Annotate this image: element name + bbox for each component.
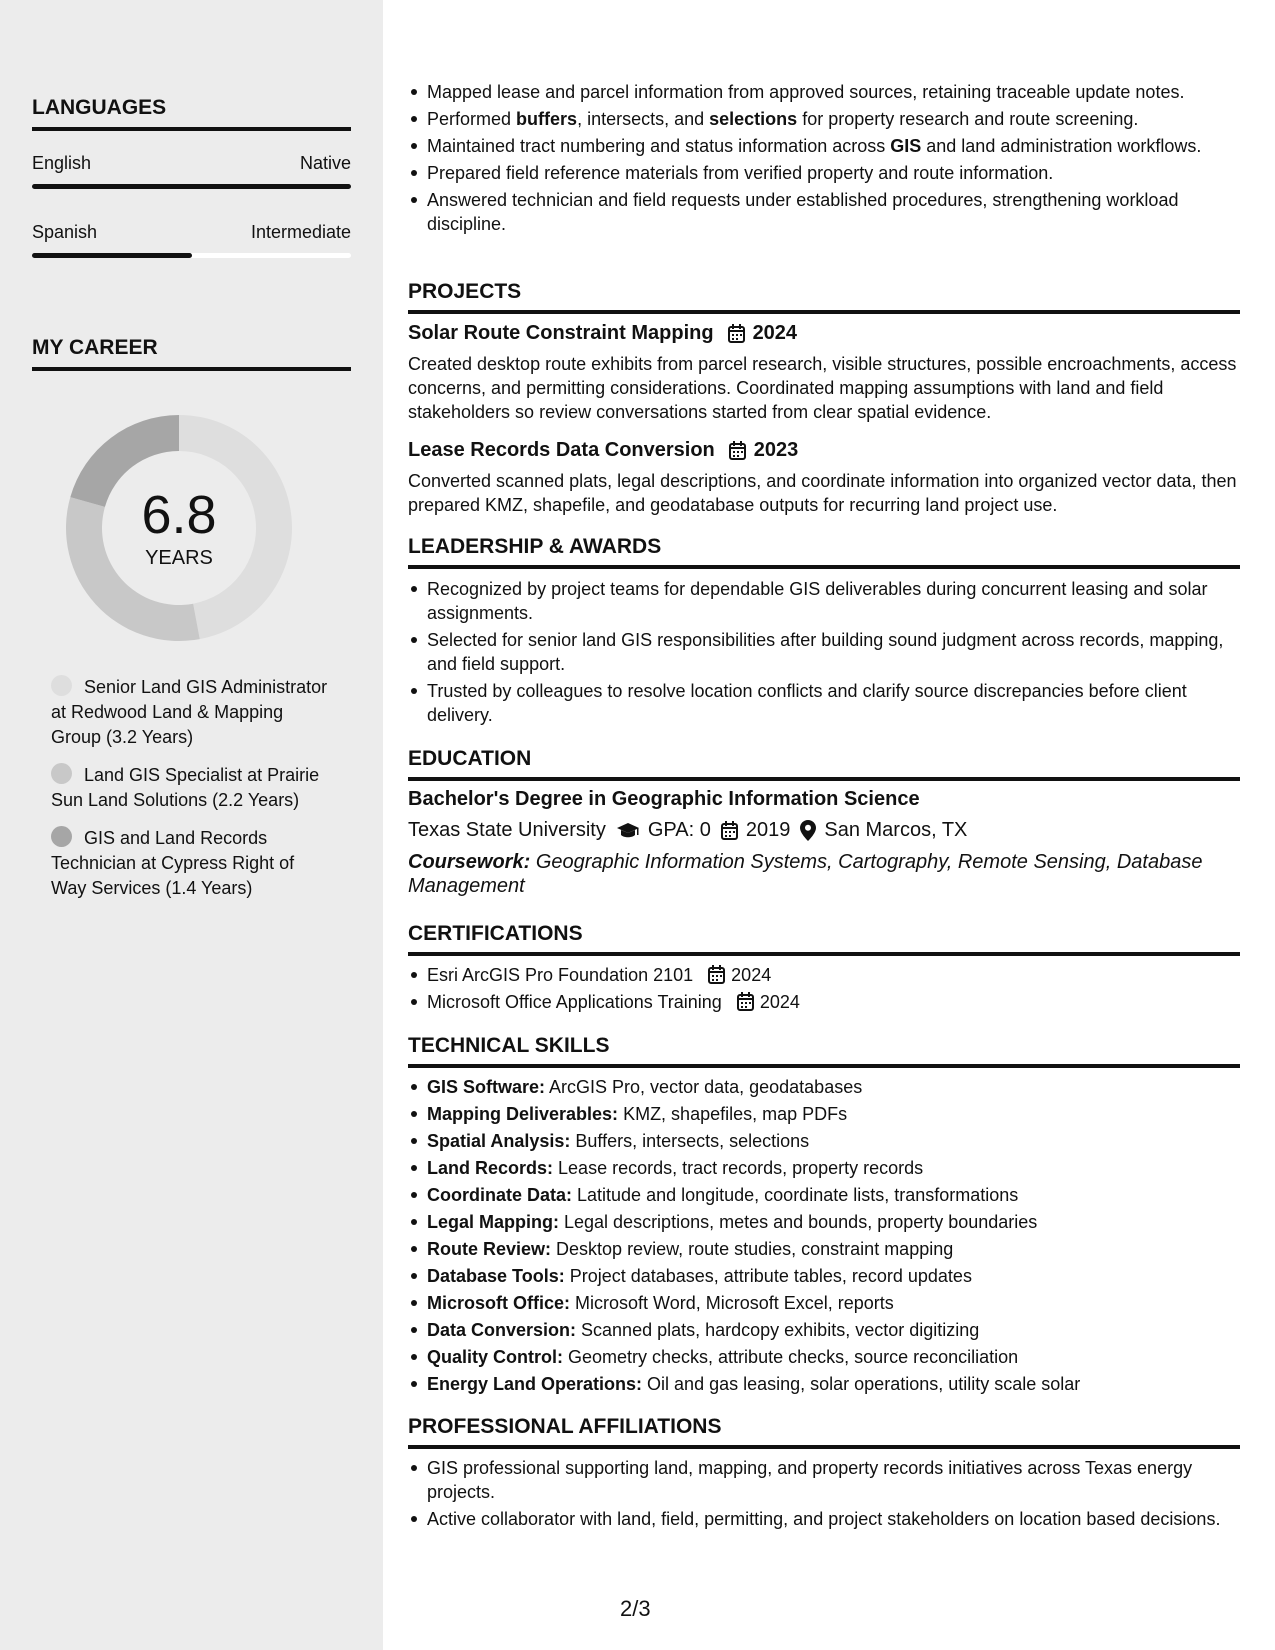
page-number: 2/3 [620,1596,651,1621]
education-school: Texas State University [408,819,606,841]
bullet-text-run: Maintained tract numbering and status information across [427,136,891,156]
education-meta [408,819,967,842]
education-degree: Bachelor's Degree in Geographic Information Science [408,788,920,810]
skill-value: Desktop review, route studies, constraint mapping [551,1239,954,1259]
career-item [51,675,331,750]
project-description: Created desktop route exhibits from parcel research, visible structures, possible encroachments, access concerns, and permitting considerations. Coordinated mapping assumptions with land and field stakeholders so review conversations started from clear spatial evidence. [408,354,1237,422]
experience-bullet [408,161,1240,185]
career-total-value: 6.8 [141,484,217,545]
sidebar [0,0,383,1650]
certification-year: 2024 [731,965,772,985]
skill-label: Coordinate Data: [427,1185,573,1205]
career-donut-chart [66,415,292,641]
career-item [51,763,331,813]
skill-item [408,1102,1240,1126]
list-item: Recognized by project teams for dependable GIS deliverables during concurrent leasing and solar assignments. [408,577,1240,625]
skill-item [408,1264,1240,1288]
experience-bullet [408,80,1240,104]
bullet-text-run: selections [709,109,798,129]
project-year: 2023 [753,439,799,461]
skill-item [408,1237,1240,1261]
bullet-text-run: for property research and route screening. [797,109,1139,129]
skill-label: Land Records: [427,1158,554,1178]
language-row-spanish [32,222,351,243]
bullet-text-run: Prepared field reference materials from verified property and route information. [427,163,1054,183]
calendar-icon [729,441,746,460]
skill-label: Mapping Deliverables: [427,1104,619,1124]
graduation-cap-icon [616,822,640,840]
language-bar-fill [32,184,351,189]
coursework-text: Geographic Information Systems, Cartography, Remote Sensing, Database Management [408,851,1203,897]
education-heading: EDUCATION [408,747,1240,781]
project-title [408,322,797,345]
list-item: Active collaborator with land, field, permitting, and project stakeholders on location based decisions. [408,1507,1240,1531]
certification-name: Microsoft Office Applications Training [427,992,722,1012]
certifications-heading: CERTIFICATIONS [408,922,1240,956]
career-legend-dot [51,763,72,784]
leadership-list [408,577,1240,730]
project-name: Solar Route Constraint Mapping [408,322,714,344]
bullet-text-run: GIS [890,136,922,156]
skill-value: Project databases, attribute tables, record updates [564,1266,972,1286]
skill-label: Legal Mapping: [427,1212,559,1232]
bullet-text-run: and land administration workflows. [921,136,1202,156]
career-legend-dot [51,826,72,847]
certification-year: 2024 [759,992,800,1012]
list-item: Selected for senior land GIS responsibilities after building sound judgment across records, mapping, and field support. [408,628,1240,676]
skill-value: Scanned plats, hardcopy exhibits, vector digitizing [576,1320,980,1340]
language-name: Spanish [32,222,98,242]
bullet-text-run: , intersects, and [577,109,710,129]
bullet-text-run: buffers [516,109,578,129]
language-row-english [32,153,351,174]
language-level: Intermediate [250,222,351,242]
skill-label: Spatial Analysis: [427,1131,571,1151]
bullet-text-run: Mapped lease and parcel information from approved sources, retaining traceable update notes. [427,82,1185,102]
calendar-icon [721,821,738,840]
language-level: Native [299,153,351,173]
skill-label: Microsoft Office: [427,1293,571,1313]
skill-label: Quality Control: [427,1347,563,1367]
experience-bullet [408,134,1240,158]
skill-value: Microsoft Word, Microsoft Excel, reports [570,1293,894,1313]
list-item [408,963,1240,987]
calendar-icon [708,965,725,984]
project-year: 2024 [752,322,798,344]
skill-label: Energy Land Operations: [427,1374,643,1394]
skill-item [408,1075,1240,1099]
skill-item [408,1210,1240,1234]
skill-item [408,1291,1240,1315]
experience-bullet [408,107,1240,131]
skill-value: Lease records, tract records, property records [553,1158,924,1178]
education-year: 2019 [745,819,791,841]
calendar-icon [728,324,745,343]
bullet-text-run: Answered technician and field requests under established procedures, strengthening workload discipline. [427,190,1179,234]
experience-bullet [408,188,1240,236]
languages-heading: LANGUAGES [32,96,351,131]
skill-item [408,1372,1240,1396]
career-item-text: Senior Land GIS Administrator at Redwood Land & Mapping Group (3.2 Years) [51,677,328,747]
project-title [408,439,798,462]
skill-value: KMZ, shapefiles, map PDFs [618,1104,848,1124]
coursework-label: Coursework: [408,851,531,873]
skill-value: Latitude and longitude, coordinate lists, transformations [572,1185,1019,1205]
certifications-list [408,963,1240,1017]
location-pin-icon [800,820,816,841]
skill-label: Route Review: [427,1239,552,1259]
skill-item [408,1129,1240,1153]
skill-item [408,1318,1240,1342]
language-name: English [32,153,92,173]
affiliations-heading: PROFESSIONAL AFFILIATIONS [408,1415,1240,1449]
skill-item [408,1183,1240,1207]
skill-label: GIS Software: [427,1077,546,1097]
language-bar-english [32,184,351,189]
skill-value: Buffers, intersects, selections [570,1131,810,1151]
skill-value: ArcGIS Pro, vector data, geodatabases [545,1077,863,1097]
career-item [51,826,331,901]
career-total-unit: YEARS [145,546,213,569]
list-item: Trusted by colleagues to resolve location conflicts and clarify source discrepancies before client delivery. [408,679,1240,727]
skill-item [408,1345,1240,1369]
affiliations-list [408,1456,1240,1534]
project-name: Lease Records Data Conversion [408,439,715,461]
career-item-text: GIS and Land Records Technician at Cypress Right of Way Services (1.4 Years) [51,828,295,898]
experience-bullet-list [408,80,1240,239]
career-legend-dot [51,675,72,696]
skill-label: Database Tools: [427,1266,565,1286]
skills-heading: TECHNICAL SKILLS [408,1034,1240,1068]
career-heading: MY CAREER [32,336,351,371]
career-item-text: Land GIS Specialist at Prairie Sun Land Solutions (2.2 Years) [51,765,320,810]
skill-value: Oil and gas leasing, solar operations, utility scale solar [642,1374,1081,1394]
language-bar-fill [32,253,192,258]
skills-list [408,1075,1240,1399]
bullet-text-run: Performed [427,109,517,129]
list-item: GIS professional supporting land, mapping, and property records initiatives across Texas energy projects. [408,1456,1240,1504]
project-description: Converted scanned plats, legal descriptions, and coordinate information into organized vector data, then prepared KMZ, shapefile, and geodatabase outputs for recurring land project use. [408,471,1237,515]
language-bar-spanish [32,253,351,258]
skill-value: Legal descriptions, metes and bounds, property boundaries [559,1212,1038,1232]
certification-name: Esri ArcGIS Pro Foundation 2101 [427,965,694,985]
list-item [408,990,1240,1014]
leadership-heading: LEADERSHIP & AWARDS [408,535,1240,569]
skill-item [408,1156,1240,1180]
career-donut-center [66,415,292,641]
skill-label: Data Conversion: [427,1320,577,1340]
education-location: San Marcos, TX [824,819,968,841]
education-gpa: GPA: 0 [647,819,711,841]
skill-value: Geometry checks, attribute checks, source reconciliation [563,1347,1019,1367]
education-coursework [408,850,1240,898]
calendar-icon [737,992,754,1011]
projects-heading: PROJECTS [408,280,1240,314]
